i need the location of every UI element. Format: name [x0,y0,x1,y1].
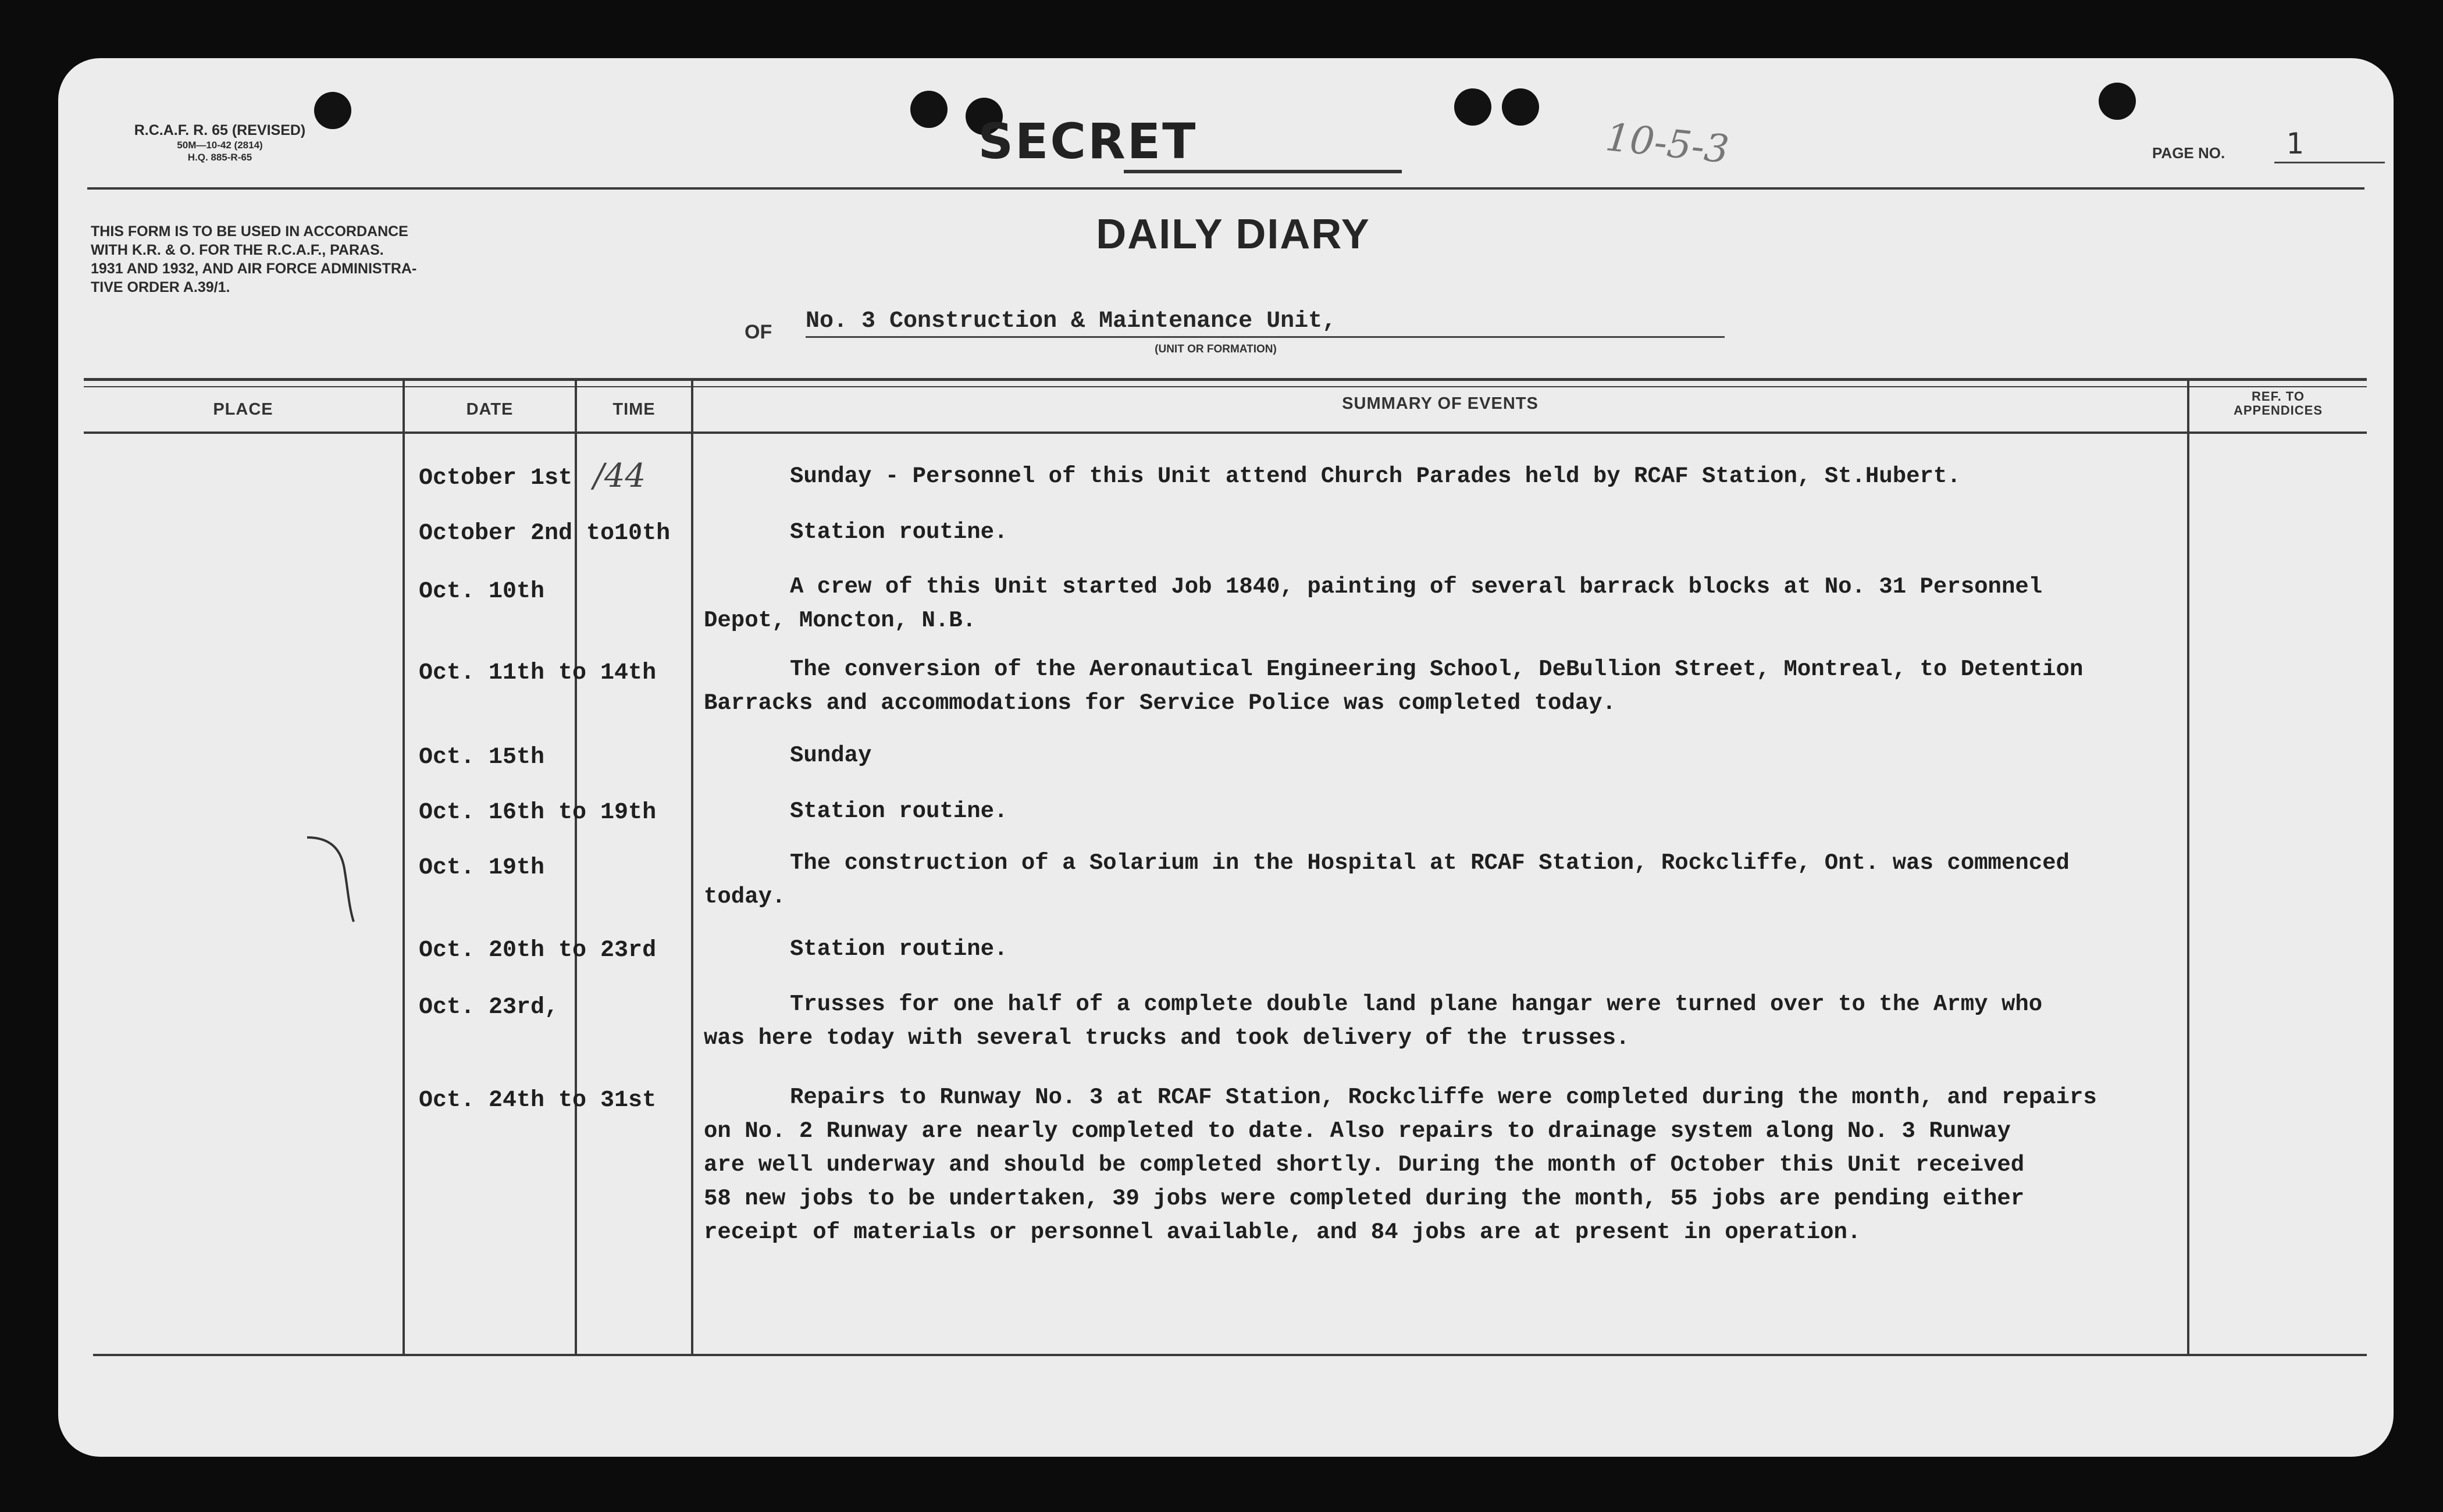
form-number: R.C.A.F. R. 65 (REVISED) [134,122,306,138]
appendix-column-divider [2187,379,2189,1355]
entry-date: Oct. 10th [419,579,545,605]
page-number-label: PAGE NO. [2152,144,2225,162]
page-number-line [2274,162,2385,163]
entry-summary [704,932,1007,966]
of-label: OF [745,321,772,343]
summary-line: Trusses for one half of a complete double land plane hangar were turned over to the Army who [790,992,2043,1017]
summary-line: Station routine. [790,519,1008,545]
usage-note-line: WITH K.R. & O. FOR THE R.C.A.F., PARAS. [91,242,384,258]
summary-column-divider [691,379,693,1355]
entry-date: Oct. 23rd, [419,994,559,1021]
diary-form-card [58,58,2394,1457]
unit-underline [806,336,1725,338]
entry-summary [704,570,2042,637]
diary-title: DAILY DIARY [1096,211,1370,258]
punch-hole [2099,83,2136,120]
entry-summary [704,652,2083,720]
entry-date: Oct. 19th [419,855,545,881]
page-number-value: 1 [2286,127,2304,161]
summary-line: The conversion of the Aeronautical Engineering School, DeBullion Street, Montreal, to Detention [790,657,2084,682]
classification-heading: SECRET [978,113,1198,170]
entry-date: Oct. 15th [419,744,545,771]
appendices-column-header [2189,390,2367,418]
date-column-header: DATE [466,400,514,419]
summary-line: are well underway and should be completed shortly. During the month of October this Unit received [704,1152,2025,1178]
appendices-header-line: REF. TO [2252,389,2305,404]
summary-line: was here today with several trucks and took delivery of the trusses. [704,1025,1630,1051]
entry-summary [704,987,2042,1055]
summary-line: A crew of this Unit started Job 1840, painting of several barrack blocks at No. 31 Personnel [790,574,2043,600]
punch-hole [1502,88,1539,126]
summary-line: Repairs to Runway No. 3 at RCAF Station, Rockcliffe were completed during the month, and repairs [790,1085,2097,1110]
form-print-code: 50M—10-42 (2814) [177,140,263,151]
entry-summary [704,515,1007,549]
entry-date: Oct. 11th to 14th [419,660,657,686]
header-divider [87,187,2364,190]
punch-hole [1454,88,1491,126]
summary-column-header: SUMMARY OF EVENTS [1342,394,1539,413]
table-bottom-rule [93,1354,2367,1356]
appendices-header-line: APPENDICES [2233,403,2323,418]
summary-line: Sunday - Personnel of this Unit attend Church Parades held by RCAF Station, St.Hubert. [790,463,1961,489]
date-column-divider [403,379,405,1355]
entry-summary [704,846,2070,914]
column-header-rule [84,432,2367,434]
summary-line: 58 new jobs to be undertaken, 39 jobs were completed during the month, 55 jobs are pending either [704,1186,2025,1211]
summary-line: receipt of materials or personnel available, and 84 jobs are at present in operation. [704,1219,1861,1245]
summary-line: Station routine. [790,798,1008,824]
entry-summary [704,739,871,772]
summary-line: Depot, Moncton, N.B. [704,608,977,633]
entry-date: Oct. 24th to 31st [419,1087,657,1114]
time-column-header: TIME [612,400,656,419]
summary-line: on No. 2 Runway are nearly completed to date. Also repairs to drainage system along No. 3 Runway [704,1118,2011,1144]
entry-summary [704,794,1007,828]
form-hq-code: H.Q. 885-R-65 [187,152,252,163]
summary-line: Sunday [790,743,872,768]
summary-line: today. [704,884,786,910]
summary-line: Station routine. [790,936,1008,962]
handwritten-reference: 10-5-3 [1603,115,1732,172]
usage-note-line: 1931 AND 1932, AND AIR FORCE ADMINISTRA- [91,261,417,277]
entry-date: Oct. 20th to 23rd [419,937,657,964]
entry-summary [704,1080,2097,1249]
form-usage-note [91,222,533,297]
place-column-header: PLACE [213,400,273,419]
summary-line: Barracks and accommodations for Service Police was completed today. [704,690,1616,716]
usage-note-line: THIS FORM IS TO BE USED IN ACCORDANCE [91,223,408,240]
pencil-mark-icon [307,832,377,925]
unit-name: No. 3 Construction & Maintenance Unit, [806,308,1337,334]
date-annotation: /44 [593,457,646,495]
classification-underline [1124,170,1402,173]
unit-caption: (UNIT OR FORMATION) [1155,343,1277,355]
entry-date: October 1st [419,465,573,491]
table-top-rule [84,378,2367,381]
summary-line: The construction of a Solarium in the Hospital at RCAF Station, Rockcliffe, Ont. was commenced [790,850,2070,876]
entry-summary [704,459,1961,493]
entry-date: Oct. 16th to 19th [419,800,657,826]
table-top-rule-secondary [84,386,2367,387]
entry-date: October 2nd to10th [419,520,671,547]
usage-note-line: TIVE ORDER A.39/1. [91,279,230,295]
form-identifier [92,122,348,163]
